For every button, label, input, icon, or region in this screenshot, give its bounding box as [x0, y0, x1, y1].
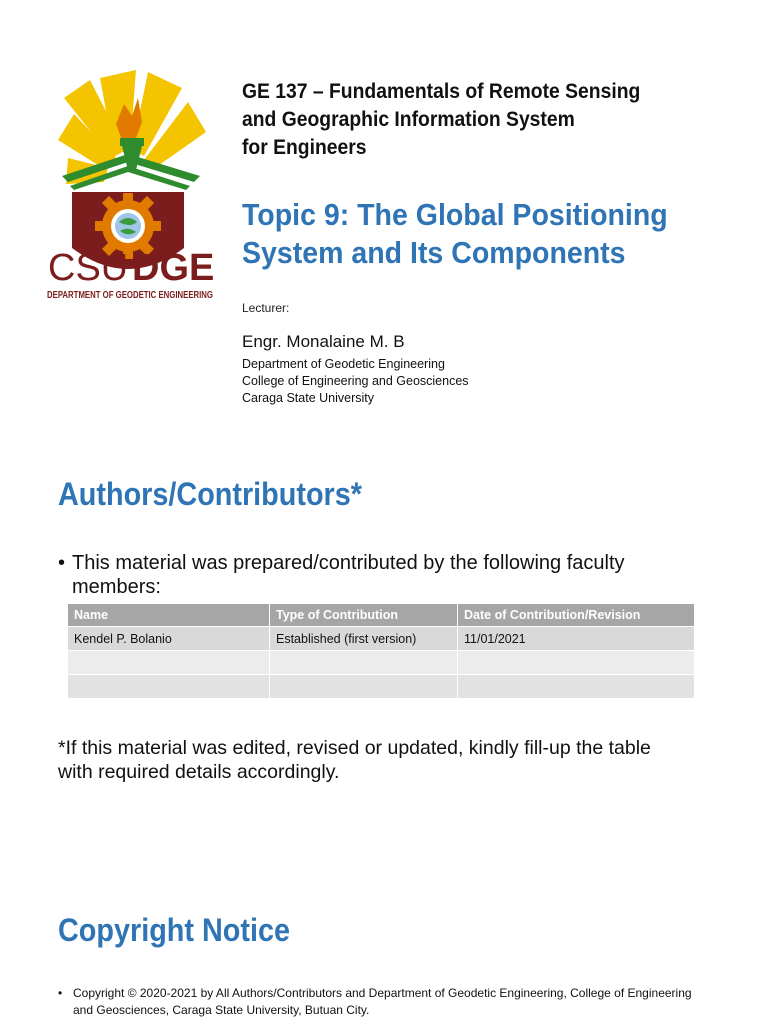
copyright-bullet [58, 985, 698, 1019]
csu-dge-emblem-icon [44, 58, 216, 308]
table-cell [458, 675, 695, 699]
table-row [68, 651, 695, 675]
course-title-line: and Geographic Information System [242, 108, 575, 131]
column-header-type: Type of Contribution [270, 604, 458, 627]
topic-title-line: System and Its Components [242, 235, 626, 270]
csu-dge-logo [44, 58, 216, 308]
table-cell [68, 675, 270, 699]
column-header-date: Date of Contribution/Revision [458, 604, 695, 627]
table-header-row [68, 604, 695, 627]
course-title-line: GE 137 – Fundamentals of Remote Sensing [242, 80, 641, 103]
copyright-slide [0, 890, 768, 1024]
contributors-table [68, 604, 695, 698]
table-cell [68, 651, 270, 675]
logo-department-line: DEPARTMENT OF GEODETIC ENGINEERING [47, 289, 213, 301]
lecturer-name: Engr. Monalaine M. B [242, 332, 405, 351]
table-cell: 11/01/2021 [458, 627, 695, 651]
affiliation-line: Caraga State University [242, 391, 375, 405]
column-header-name: Name [68, 604, 270, 627]
authors-bullet [58, 551, 698, 599]
edit-note [58, 736, 718, 784]
topic-title-line: Topic 9: The Global Positioning [242, 197, 668, 232]
affiliation-line: Department of Geodetic Engineering [242, 357, 445, 371]
bullet-icon: • [58, 552, 66, 574]
table-cell: Established (first version) [270, 627, 458, 651]
copyright-text: Copyright © 2020-2021 by All Authors/Contributors and Department of Geodetic Engineering, College of Engineering and Geosciences, Caraga State University, Butuan City. [73, 986, 692, 1017]
authors-bullet-text: This material was prepared/contributed by the following faculty members: [72, 552, 625, 598]
table-cell [270, 651, 458, 675]
table-cell [458, 651, 695, 675]
course-title-line: for Engineers [242, 136, 367, 159]
bullet-icon: • [58, 986, 63, 1000]
course-title [242, 78, 702, 162]
topic-title [242, 196, 720, 272]
table-cell [270, 675, 458, 699]
lecturer-affiliation [242, 356, 469, 407]
title-slide [0, 0, 768, 430]
table-row [68, 627, 695, 651]
edit-note-line: *If this material was edited, revised or updated, kindly fill-up the table [58, 737, 651, 759]
affiliation-line: College of Engineering and Geosciences [242, 374, 469, 388]
copyright-heading: Copyright Notice [58, 912, 291, 948]
table-cell: Kendel P. Bolanio [68, 627, 270, 651]
logo-wordmark-csu: CSU [48, 247, 129, 289]
lecturer-label: Lecturer: [242, 301, 290, 315]
table-row [68, 675, 695, 699]
edit-note-line: with required details accordingly. [58, 761, 340, 783]
authors-heading: Authors/Contributors* [58, 476, 362, 512]
authors-slide [0, 440, 768, 860]
logo-wordmark-dge: DGE [132, 247, 215, 289]
